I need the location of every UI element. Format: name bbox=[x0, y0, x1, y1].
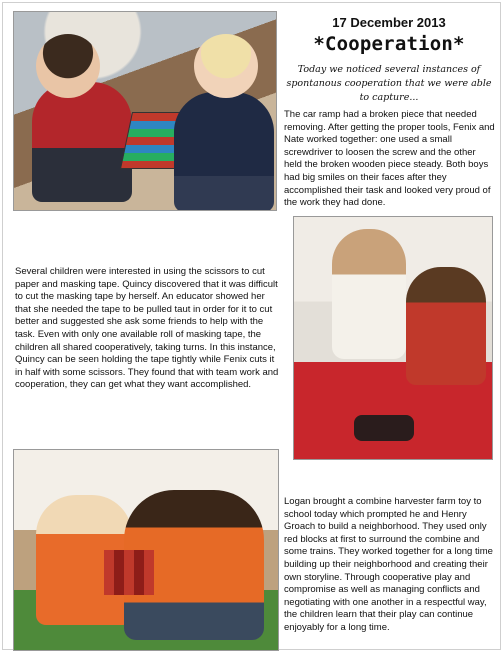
document-page bbox=[2, 2, 501, 650]
child-red-sweater bbox=[32, 82, 132, 202]
child-head bbox=[194, 34, 258, 98]
page-title: *Cooperation* bbox=[313, 33, 465, 55]
photo-block-neighborhood bbox=[13, 449, 279, 651]
child-navy-sweater bbox=[174, 92, 274, 211]
intro-text: Today we noticed several instances of spontanous cooperation that we were able to capture... bbox=[286, 64, 492, 103]
red-blocks bbox=[104, 550, 154, 595]
child-red-shirt bbox=[406, 267, 486, 385]
photo-car-ramp bbox=[13, 11, 277, 211]
toy-blocks bbox=[354, 415, 414, 441]
paragraph-masking-tape: Several children were interested in using the scissors to cut paper and masking tape. Quincy discovered that it was difficult to cut the masking tape by herself. An educator showed her that she needed the tape to be pulled taut in order for it to cut better and suggested she ask some friends to help with the task. Even with only one available roll of masking tape, the children all shared cooperatively, taking turns. In this instance, Quincy can be seen holding the tape tightly while Fenix cuts it in half with some scissors. They found that with team work and cooperation, they can get what they want accomplished. bbox=[15, 266, 279, 391]
paragraph-car-ramp: The car ramp had a broken piece that needed removing. After getting the proper tools, Fenix and Nate worked together: one used a small screwdriver to loosen the screw and the other held the broken wooden piece steady. Both boys had big smiles on their faces after they accomplished their task and looked very proud of the work they had done. bbox=[284, 109, 495, 209]
paragraph-neighborhood: Logan brought a combine harvester farm toy to school today which prompted he and Henry Groach to build a neighborhood. They used only red blocks at first to surround the combine and some trains. They worked together for a long time building up their neighborhood and creating their own storyline. Through cooperative play and compromise as well as managing conflicts and negotiating with one another in a respectful way, the children learn that their play can continue enjoyably for a long time. bbox=[284, 496, 493, 633]
photo-masking-tape bbox=[293, 216, 493, 460]
child-head bbox=[36, 34, 100, 98]
page-date: 17 December 2013 bbox=[332, 15, 446, 30]
child-white-shirt bbox=[332, 229, 406, 359]
